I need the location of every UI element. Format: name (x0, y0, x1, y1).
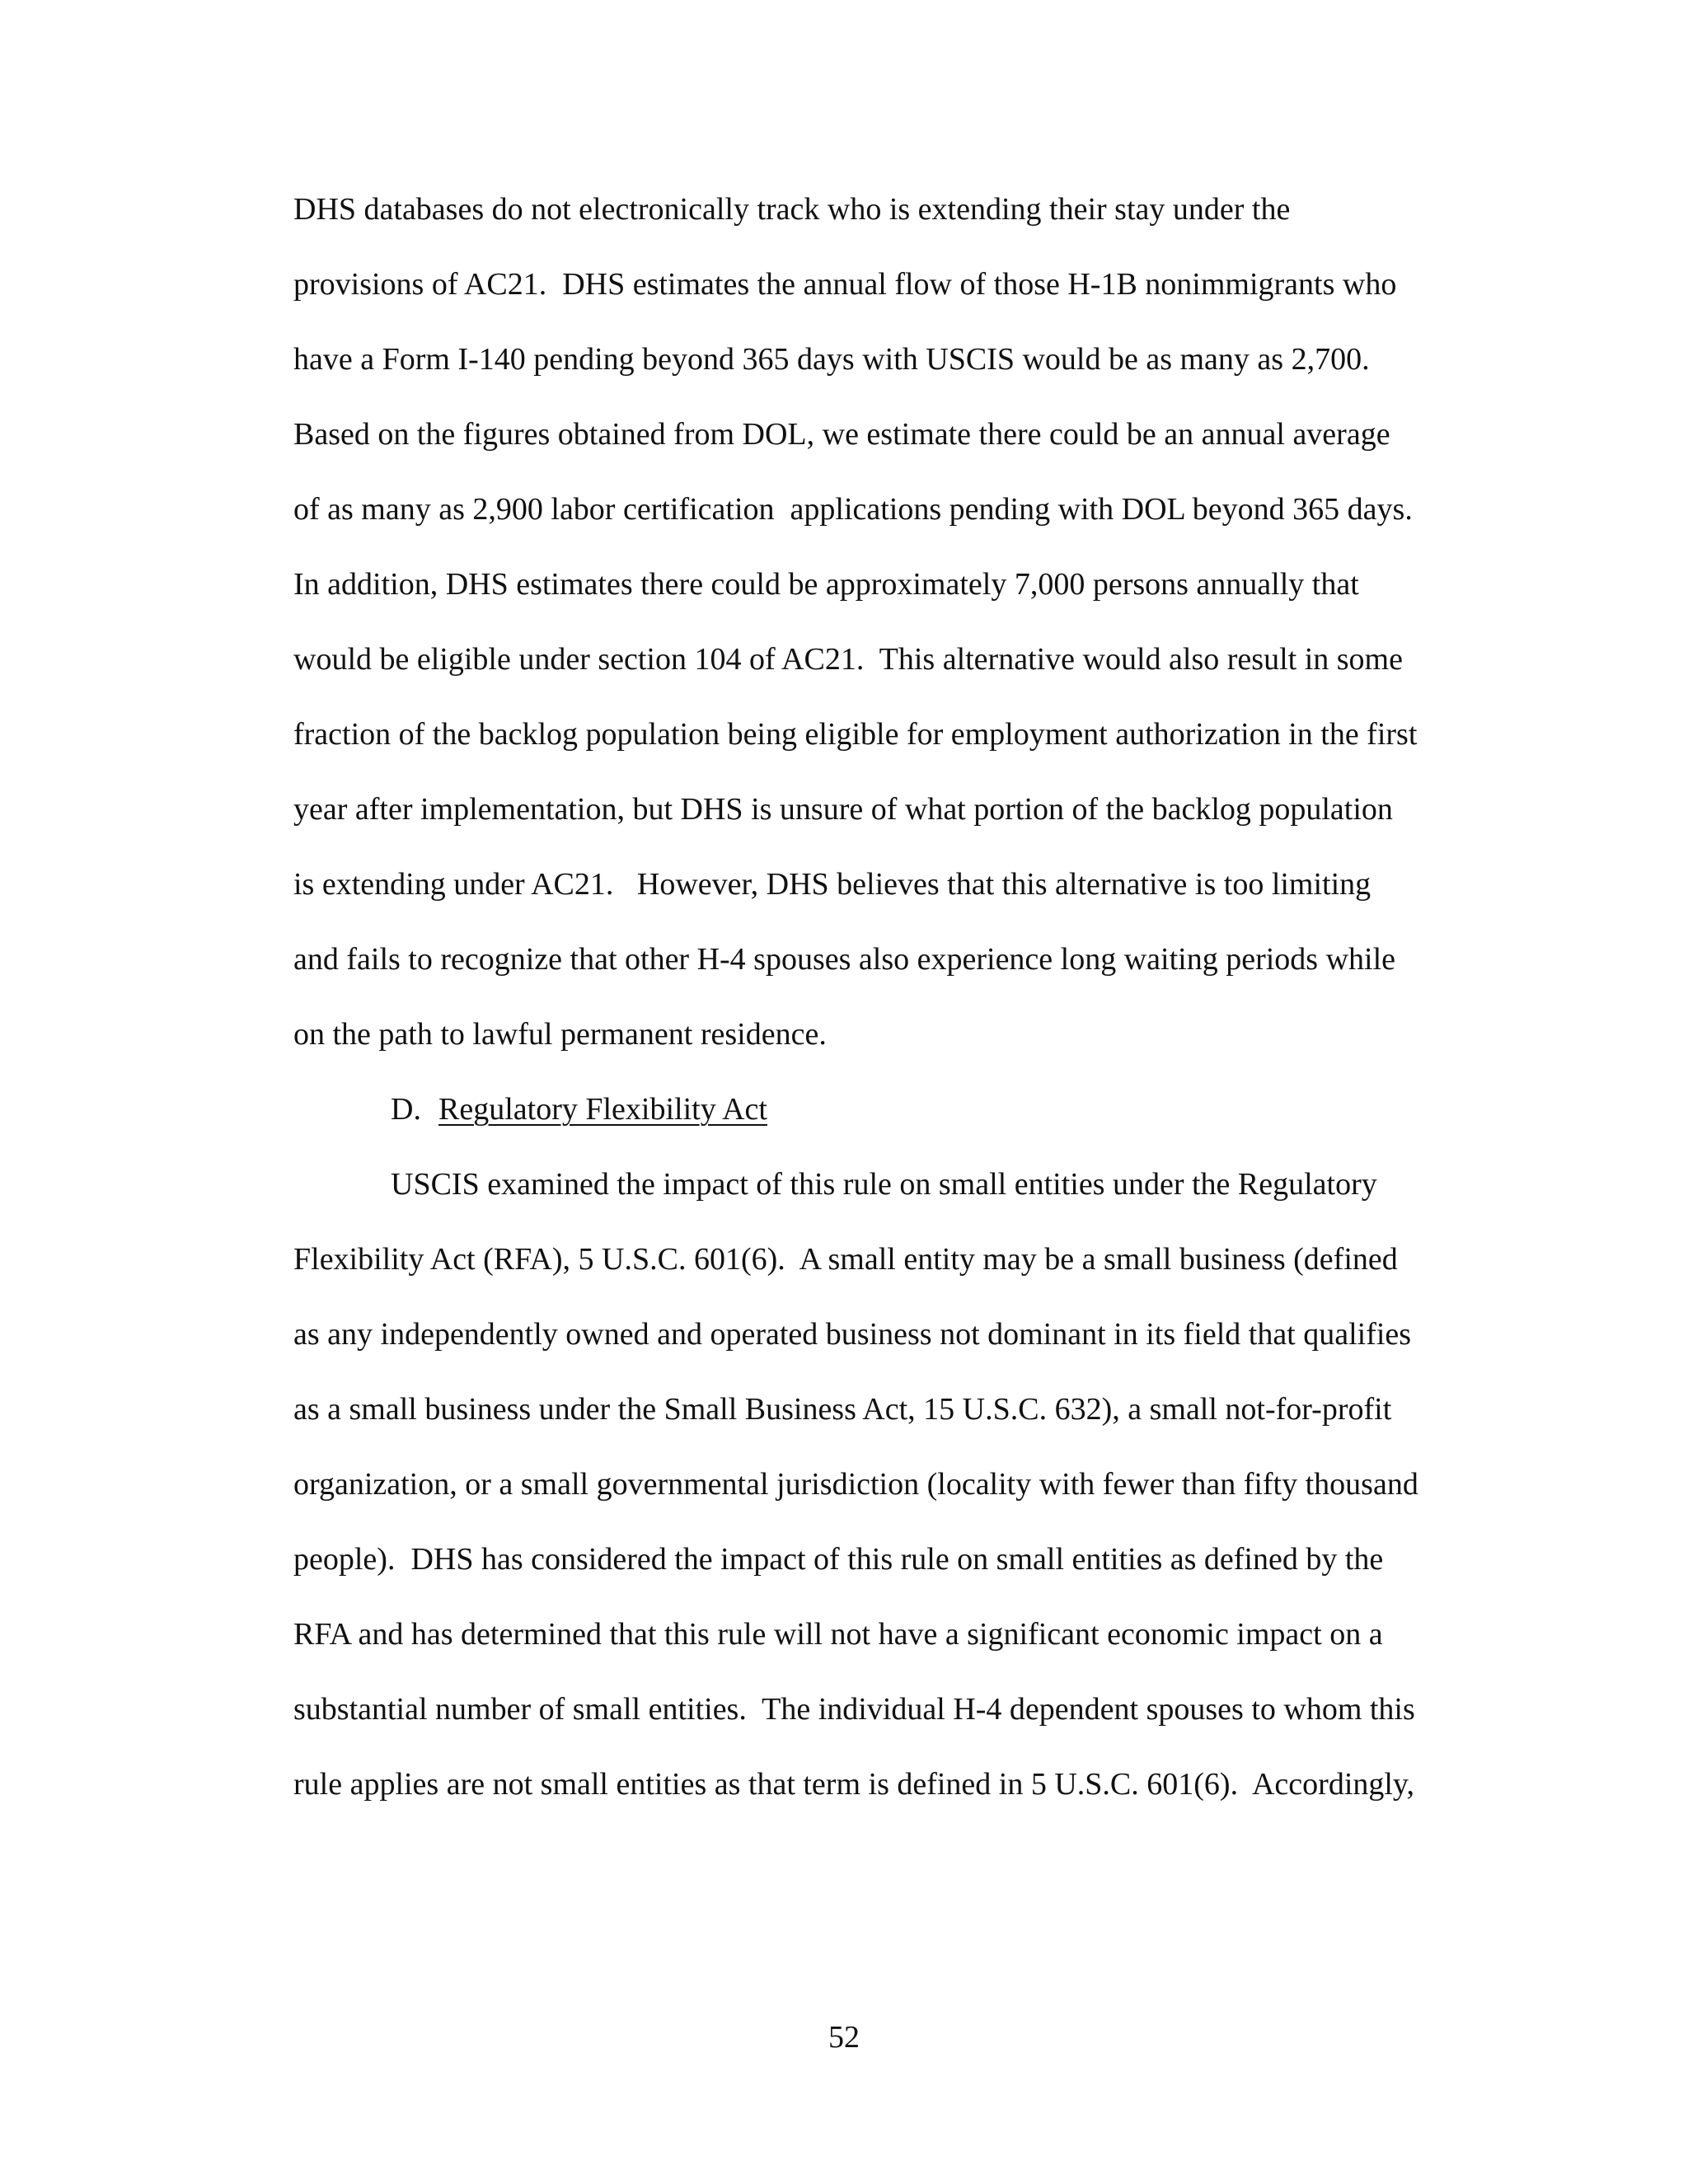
section-heading-letter: D. (391, 1092, 421, 1127)
paragraph-1-line-6: In addition, DHS estimates there could be approximately 7,000 persons annually that (293, 567, 1359, 602)
paragraph-1-line-8: fraction of the backlog population being eligible for employment authorization in the first (293, 717, 1418, 752)
paragraph-2-line-7: RFA and has determined that this rule will not have a significant economic impact on a (293, 1617, 1383, 1652)
paragraph-2-line-2: Flexibility Act (RFA), 5 U.S.C. 601(6). A small entity may be a small business (defined (293, 1242, 1398, 1277)
paragraph-2-line-8: substantial number of small entities. The individual H-4 dependent spouses to whom this (293, 1692, 1415, 1727)
paragraph-2-line-5: organization, or a small governmental jurisdiction (locality with fewer than fifty thousand (293, 1467, 1418, 1502)
paragraph-1-line-11: and fails to recognize that other H-4 spouses also experience long waiting periods while (293, 942, 1395, 977)
paragraph-2-line-9: rule applies are not small entities as that term is defined in 5 U.S.C. 601(6). Accordingly, (293, 1767, 1414, 1802)
paragraph-2-line-4: as a small business under the Small Business Act, 15 U.S.C. 632), a small not-for-profit (293, 1392, 1392, 1427)
paragraph-2-line-6: people). DHS has considered the impact of this rule on small entities as defined by the (293, 1542, 1384, 1577)
paragraph-1-line-9: year after implementation, but DHS is unsure of what portion of the backlog population (293, 792, 1393, 827)
paragraph-1-line-10: is extending under AC21. However, DHS believes that this alternative is too limiting (293, 867, 1372, 902)
paragraph-1-line-1: DHS databases do not electronically track who is extending their stay under the (293, 192, 1291, 227)
paragraph-1-line-5: of as many as 2,900 labor certification applications pending with DOL beyond 365 days. (293, 492, 1413, 527)
paragraph-1-line-12: on the path to lawful permanent residence. (293, 1017, 827, 1052)
paragraph-1-line-2: provisions of AC21. DHS estimates the annual flow of those H-1B nonimmigrants who (293, 267, 1397, 302)
section-heading-title: Regulatory Flexibility Act (438, 1092, 767, 1127)
page-number: 52 (828, 2020, 860, 2055)
paragraph-2-line-1: USCIS examined the impact of this rule on small entities under the Regulatory (391, 1167, 1377, 1202)
paragraph-2-line-3: as any independently owned and operated business not dominant in its field that qualifies (293, 1317, 1412, 1352)
paragraph-1-line-4: Based on the figures obtained from DOL, we estimate there could be an annual average (293, 417, 1390, 452)
paragraph-1-line-3: have a Form I-140 pending beyond 365 days with USCIS would be as many as 2,700. (293, 342, 1370, 377)
paragraph-1-line-7: would be eligible under section 104 of AC21. This alternative would also result in some (293, 642, 1403, 677)
